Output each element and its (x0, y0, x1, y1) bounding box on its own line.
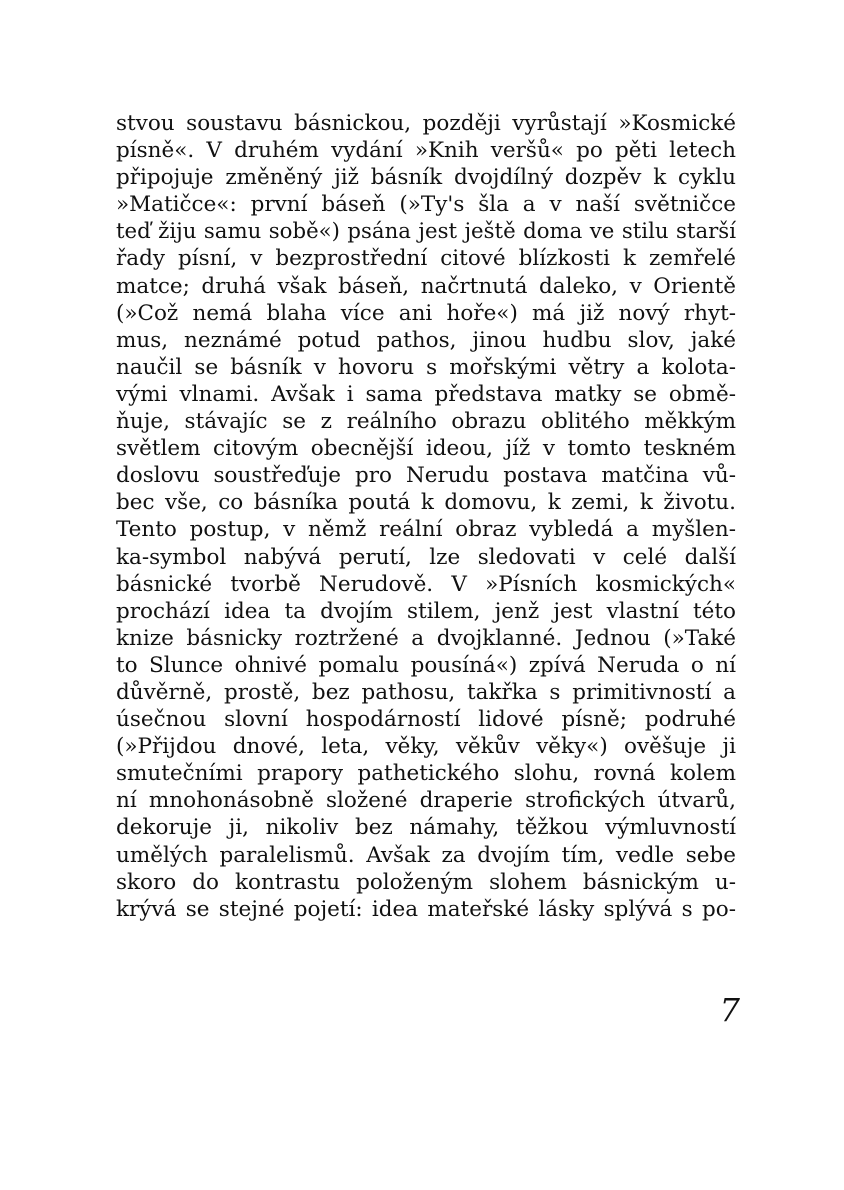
text-line: krývá se stejné pojetí: idea mateřské lásky splývá s po- (116, 896, 736, 922)
text-line: »Matičce«: první báseň (»Ty's šla a v naší světničce (116, 192, 736, 218)
page-number: 7 (719, 991, 740, 1029)
text-line: Tento postup, v němž reální obraz vybledá a myšlen- (116, 517, 736, 543)
text-line: připojuje změněný již básník dvojdílný dozpěv k cyklu (116, 165, 736, 191)
text-line: řady písní, v bezprostřední citové blízkosti k zemřelé (116, 246, 736, 272)
text-line: ka-symbol nabývá perutí, lze sledovati v celé další (116, 544, 736, 570)
text-line: doslovu soustřeďuje pro Nerudu postava matčina vů- (116, 463, 736, 489)
text-line: ňuje, stávajíc se z reálního obrazu oblitého měkkým (116, 409, 736, 435)
text-line: básnické tvorbě Nerudově. V »Písních kosmických« (116, 571, 736, 597)
text-line: matce; druhá však báseň, načrtnutá daleko, v Orientě (116, 273, 736, 299)
text-line: to Slunce ohnivé pomalu pousíná«) zpívá Neruda o ní (116, 652, 736, 678)
text-line: mus, neznámé potud pathos, jinou hudbu slov, jaké (116, 327, 736, 353)
text-line: písně«. V druhém vydání »Knih veršů« po pěti letech (116, 138, 736, 164)
text-line: dekoruje ji, nikoliv bez námahy, těžkou výmluvností (116, 815, 736, 841)
body-text (116, 110, 736, 923)
text-line: světlem citovým obecnější ideou, jíž v tomto teskném (116, 436, 736, 462)
text-line: smutečními prapory pathetického slohu, rovná kolem (116, 761, 736, 787)
text-line: bec vše, co básníka poutá k domovu, k zemi, k životu. (116, 490, 736, 516)
text-line: knize básnicky roztržené a dvojklanné. Jednou (»Také (116, 625, 736, 651)
text-line: důvěrně, prostě, bez pathosu, takřka s primitivností a (116, 679, 736, 705)
text-line: stvou soustavu básnickou, později vyrůstají »Kosmické (116, 111, 736, 136)
text-line: (»Což nemá blaha více ani hoře«) má již nový rhyt- (116, 300, 736, 326)
text-line: teď žiju samu sobě«) psána jest ještě doma ve stilu starší (116, 219, 736, 245)
text-line: umělých paralelismů. Avšak za dvojím tím, vedle sebe (116, 842, 736, 868)
text-line: ní mnohonásobně složené draperie strofických útvarů, (116, 788, 736, 814)
text-line: skoro do kontrastu položeným slohem básnickým u- (116, 869, 736, 895)
text-line: úsečnou slovní hospodárností lidové písně; podruhé (116, 707, 736, 733)
text-line: naučil se básník v hovoru s mořskými větry a kolota- (116, 354, 736, 380)
text-line: (»Přijdou dnové, leta, věky, věkův věky«) ověšuje ji (116, 734, 736, 760)
text-line: vými vlnami. Avšak i sama představa matky se obmě- (116, 381, 736, 407)
text-line: prochází idea ta dvojím stilem, jenž jest vlastní této (116, 598, 736, 624)
